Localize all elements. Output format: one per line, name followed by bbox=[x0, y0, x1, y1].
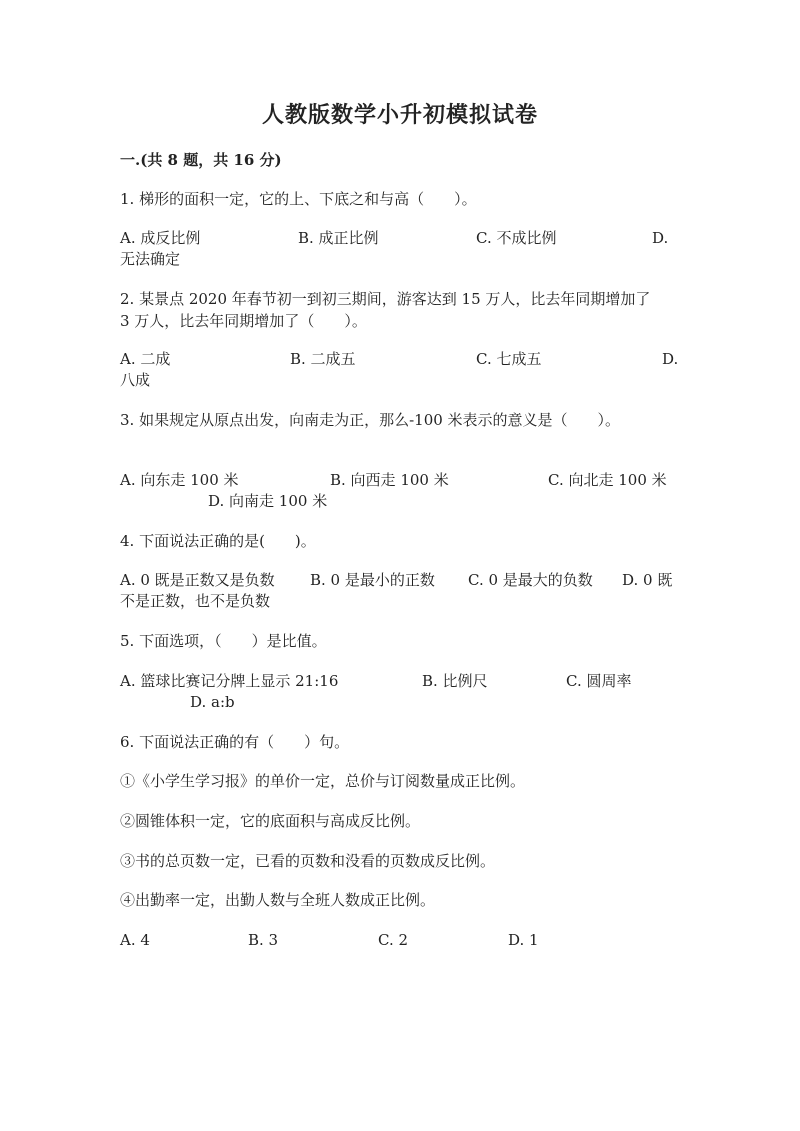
question-2-stem-line1: 2. 某景点 2020 年春节初一到初三期间，游客达到 15 万人，比去年同期增加了 bbox=[120, 290, 651, 308]
q5-option-a: A. 篮球比赛记分牌上显示 21:16 bbox=[120, 672, 339, 690]
q5-option-d: D. a:b bbox=[190, 693, 235, 711]
q2-option-d-label: D. bbox=[662, 350, 679, 368]
q6-statement-1: ①《小学生学习报》的单价一定，总价与订阅数量成正比例。 bbox=[120, 772, 526, 790]
q1-option-a: A. 成反比例 bbox=[120, 229, 201, 247]
question-1-stem: 1. 梯形的面积一定，它的上、下底之和与高（ ）。 bbox=[120, 190, 477, 208]
q3-option-a: A. 向东走 100 米 bbox=[120, 471, 239, 489]
question-5-stem: 5. 下面选项，（ ）是比值。 bbox=[120, 632, 327, 650]
q4-option-d-line2: 不是正数，也不是负数 bbox=[120, 592, 271, 610]
q4-option-d-line1: D. 0 既 bbox=[622, 571, 673, 589]
q3-option-b: B. 向西走 100 米 bbox=[330, 471, 449, 489]
q4-option-a: A. 0 既是正数又是负数 bbox=[120, 571, 275, 589]
q2-option-b: B. 二成五 bbox=[290, 350, 356, 368]
question-2-stem-line2: 3 万人，比去年同期增加了（ ）。 bbox=[120, 312, 367, 330]
q2-option-c: C. 七成五 bbox=[476, 350, 542, 368]
q1-option-d-label: D. bbox=[652, 229, 669, 247]
q6-option-b: B. 3 bbox=[248, 931, 279, 949]
q4-option-c: C. 0 是最大的负数 bbox=[468, 571, 593, 589]
q6-option-c: C. 2 bbox=[378, 931, 409, 949]
section-heading: 一.(共 8 题，共 16 分) bbox=[120, 151, 282, 169]
q5-option-c: C. 圆周率 bbox=[566, 672, 632, 690]
q3-option-c: C. 向北走 100 米 bbox=[548, 471, 667, 489]
question-6-stem: 6. 下面说法正确的有（ ）句。 bbox=[120, 733, 350, 751]
q1-option-b: B. 成正比例 bbox=[298, 229, 379, 247]
q2-option-d-text: 八成 bbox=[120, 371, 151, 389]
q6-statement-4: ④出勤率一定，出勤人数与全班人数成正比例。 bbox=[120, 891, 436, 909]
q6-statement-3: ③书的总页数一定，已看的页数和没看的页数成反比例。 bbox=[120, 852, 496, 870]
q6-statement-2: ②圆锥体积一定，它的底面积与高成反比例。 bbox=[120, 812, 421, 830]
q1-option-c: C. 不成比例 bbox=[476, 229, 557, 247]
q6-option-a: A. 4 bbox=[120, 931, 150, 949]
q1-option-d-text: 无法确定 bbox=[120, 250, 181, 268]
q5-option-b: B. 比例尺 bbox=[422, 672, 488, 690]
q6-option-d: D. 1 bbox=[508, 931, 539, 949]
page-title: 人教版数学小升初模拟试卷 bbox=[261, 102, 538, 128]
q4-option-b: B. 0 是最小的正数 bbox=[310, 571, 435, 589]
question-3-stem: 3. 如果规定从原点出发，向南走为正，那么-100 米表示的意义是（ ）。 bbox=[120, 411, 621, 429]
q3-option-d: D. 向南走 100 米 bbox=[208, 492, 328, 510]
q2-option-a: A. 二成 bbox=[120, 350, 171, 368]
question-4-stem: 4. 下面说法正确的是( )。 bbox=[120, 532, 316, 550]
